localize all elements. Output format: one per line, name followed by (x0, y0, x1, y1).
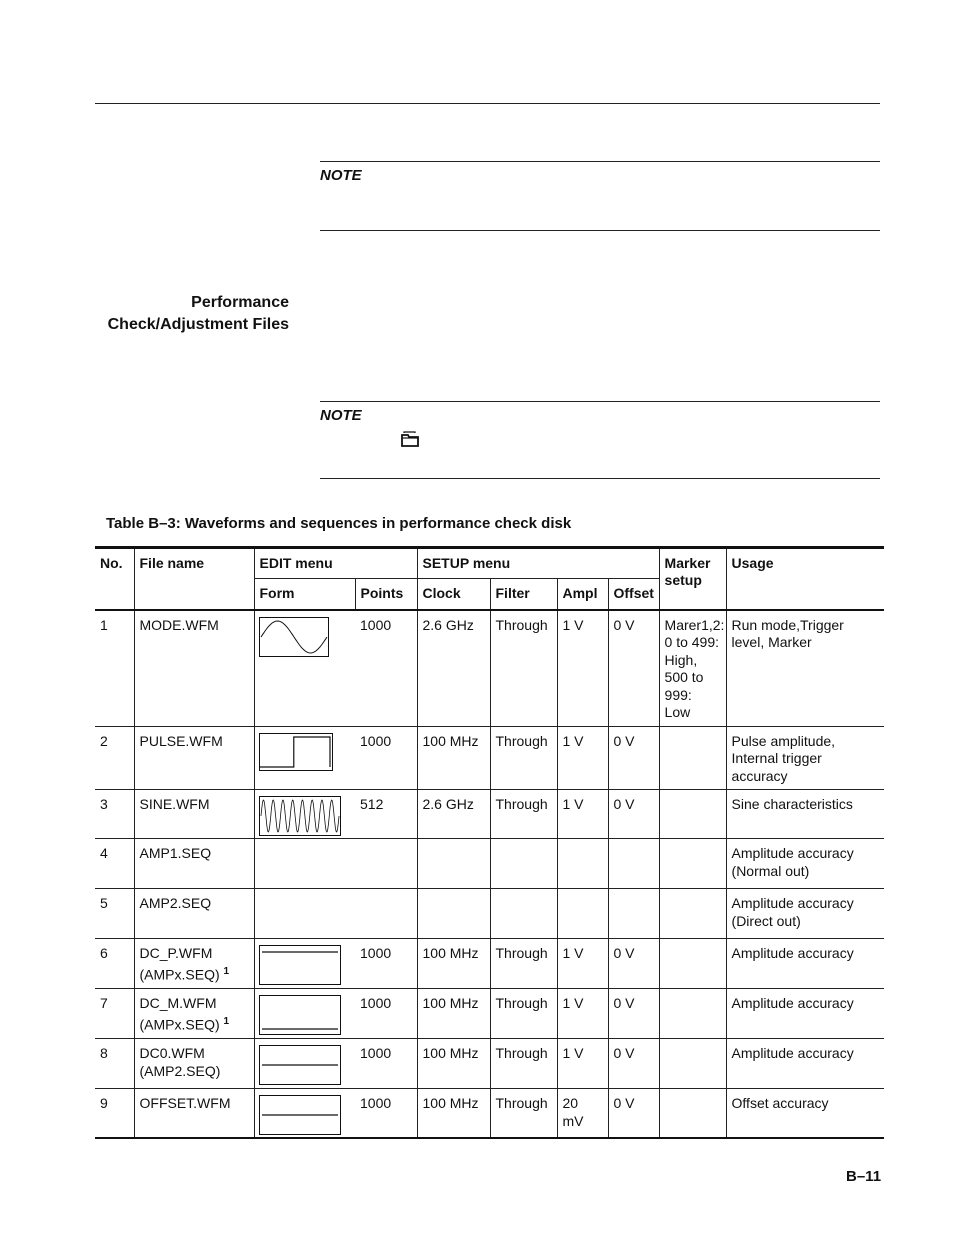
cell-clock: 2.6 GHz (417, 610, 490, 727)
cell-marker-setup (659, 939, 726, 989)
file-name-seq (140, 1063, 249, 1081)
cell-points: 1000 (355, 939, 417, 989)
cell-file-name (134, 610, 254, 727)
file-name: OFFSET.WFM (139, 1095, 231, 1111)
waveform-thumbnail (259, 995, 341, 1035)
cell-ampl (557, 889, 608, 939)
file-name-seq (140, 1013, 249, 1034)
cell-form (254, 1039, 355, 1089)
cell-offset (608, 889, 659, 939)
cell-usage: Amplitude accuracy (726, 939, 884, 989)
cell-no: 5 (95, 889, 134, 939)
cell-points: 1000 (355, 610, 417, 727)
header-file-name: File name (134, 548, 254, 610)
cell-ampl: 1 V (557, 610, 608, 727)
cell-no: 6 (95, 939, 134, 989)
cell-clock: 100 MHz (417, 989, 490, 1039)
note-rule-top-1 (320, 161, 880, 162)
cell-clock: 100 MHz (417, 939, 490, 989)
cell-offset (608, 839, 659, 889)
note-rule-top-2 (320, 401, 880, 402)
cell-form (254, 610, 355, 727)
cell-file-name (134, 790, 254, 839)
file-name: AMP2.SEQ (139, 895, 212, 911)
cell-clock: 100 MHz (417, 1039, 490, 1089)
cell-offset: 0 V (608, 939, 659, 989)
cell-usage: Sine characteristics (726, 790, 884, 839)
note-rule-bottom-1 (320, 230, 880, 231)
waveform-thumbnail (259, 733, 333, 771)
cell-file-name (134, 889, 254, 939)
cell-offset: 0 V (608, 1039, 659, 1089)
cell-offset: 0 V (608, 790, 659, 839)
table-row (95, 610, 884, 727)
cell-ampl: 1 V (557, 939, 608, 989)
file-name: DC_P.WFM (139, 945, 213, 961)
cell-ampl (557, 839, 608, 889)
file-seq: (AMPx.SEQ) (139, 966, 220, 983)
table-row (95, 1039, 884, 1089)
cell-form (254, 989, 355, 1039)
cell-file-name (134, 1039, 254, 1089)
cell-usage: Amplitude accuracy (Direct out) (726, 889, 884, 939)
table-row (95, 726, 884, 790)
note-label-2: NOTE (320, 407, 362, 424)
cell-filter: Through (490, 1039, 557, 1089)
cell-points: 1000 (355, 989, 417, 1039)
cell-usage: Pulse amplitude, Internal trigger accuracy (726, 726, 884, 790)
header-points: Points (355, 579, 417, 610)
file-name: PULSE.WFM (139, 732, 223, 749)
file-seq: (AMP2.SEQ) (139, 1062, 221, 1079)
footnote-marker: 1 (223, 965, 230, 977)
cell-usage: Run mode,Trigger level, Marker (726, 610, 884, 727)
cell-no: 2 (95, 726, 134, 790)
section-heading-line-2: Check/Adjustment Files (107, 316, 289, 333)
file-name-seq (140, 963, 249, 984)
cell-no: 7 (95, 989, 134, 1039)
cell-file-name (134, 1089, 254, 1139)
file-name: SINE.WFM (139, 796, 210, 812)
cell-filter: Through (490, 1089, 557, 1139)
file-name: MODE.WFM (139, 616, 219, 633)
cell-points: 512 (355, 790, 417, 839)
cell-filter: Through (490, 790, 557, 839)
cell-marker-setup (659, 839, 726, 889)
cell-ampl: 1 V (557, 790, 608, 839)
header-edit-menu: EDIT menu (254, 548, 417, 579)
header-offset: Offset (608, 579, 659, 610)
cell-offset: 0 V (608, 989, 659, 1039)
header-ampl: Ampl (557, 579, 608, 610)
cell-points: 1000 (355, 1089, 417, 1139)
table-row (95, 939, 884, 989)
note-label-1: NOTE (320, 167, 362, 184)
footnote-marker: 1 (223, 1015, 230, 1027)
table-row (95, 1089, 884, 1139)
header-marker-setup: Marker setup (659, 548, 726, 610)
table-row (95, 889, 884, 939)
cell-file-name (134, 726, 254, 790)
cell-marker-setup (659, 1039, 726, 1089)
file-name: DC0.WFM (139, 1045, 205, 1061)
cell-form (254, 939, 355, 989)
header-usage: Usage (726, 548, 884, 610)
file-name: DC_M.WFM (139, 995, 217, 1011)
table-row (95, 839, 884, 889)
cell-no: 1 (95, 610, 134, 727)
cell-marker-setup: Marer1,2: 0 to 499: High, 500 to 999: Low (659, 610, 726, 727)
cell-file-name (134, 989, 254, 1039)
cell-clock (417, 889, 490, 939)
waveform-thumbnail (259, 796, 341, 836)
folder-icon (401, 431, 419, 447)
cell-form (254, 1089, 355, 1139)
cell-ampl: 20 mV (557, 1089, 608, 1139)
cell-no: 4 (95, 839, 134, 889)
cell-marker-setup (659, 790, 726, 839)
table-caption: Table B–3: Waveforms and sequences in performance check disk (106, 515, 572, 532)
cell-points: 1000 (355, 726, 417, 790)
cell-form (254, 726, 355, 790)
cell-marker-setup (659, 726, 726, 790)
cell-marker-setup (659, 989, 726, 1039)
waveform-thumbnail (259, 1095, 341, 1135)
cell-filter (490, 889, 557, 939)
header-filter: Filter (490, 579, 557, 610)
cell-clock: 100 MHz (417, 726, 490, 790)
cell-usage: Amplitude accuracy (Normal out) (726, 839, 884, 889)
cell-file-name (134, 939, 254, 989)
cell-clock: 2.6 GHz (417, 790, 490, 839)
page-number: B–11 (846, 1168, 882, 1185)
cell-no: 3 (95, 790, 134, 839)
cell-file-name (134, 839, 254, 889)
cell-filter: Through (490, 726, 557, 790)
cell-marker-setup (659, 1089, 726, 1139)
cell-marker-setup (659, 889, 726, 939)
cell-no: 8 (95, 1039, 134, 1089)
waveforms-table (95, 546, 884, 1139)
waveform-thumbnail (259, 1045, 341, 1085)
table-row (95, 790, 884, 839)
cell-ampl: 1 V (557, 1039, 608, 1089)
header-no: No. (95, 548, 134, 610)
cell-filter: Through (490, 610, 557, 727)
cell-offset: 0 V (608, 1089, 659, 1139)
cell-form (254, 839, 355, 889)
note-rule-bottom-2 (320, 478, 880, 479)
cell-form (254, 790, 355, 839)
cell-form (254, 889, 355, 939)
section-heading (108, 292, 289, 336)
cell-ampl: 1 V (557, 726, 608, 790)
cell-points (355, 839, 417, 889)
cell-usage: Amplitude accuracy (726, 1039, 884, 1089)
file-name: AMP1.SEQ (139, 845, 212, 861)
cell-offset: 0 V (608, 726, 659, 790)
waveform-thumbnail (259, 617, 329, 657)
table-row (95, 989, 884, 1039)
header-setup-menu: SETUP menu (417, 548, 659, 579)
cell-points: 1000 (355, 1039, 417, 1089)
cell-filter (490, 839, 557, 889)
cell-usage: Offset accuracy (726, 1089, 884, 1139)
top-rule (95, 103, 880, 104)
cell-points (355, 889, 417, 939)
cell-no: 9 (95, 1089, 134, 1139)
cell-filter: Through (490, 939, 557, 989)
section-heading-line-1: Performance (191, 294, 289, 311)
cell-clock: 100 MHz (417, 1089, 490, 1139)
cell-ampl: 1 V (557, 989, 608, 1039)
header-form: Form (254, 579, 355, 610)
header-clock: Clock (417, 579, 490, 610)
cell-filter: Through (490, 989, 557, 1039)
cell-offset: 0 V (608, 610, 659, 727)
cell-usage: Amplitude accuracy (726, 989, 884, 1039)
cell-clock (417, 839, 490, 889)
waveform-thumbnail (259, 945, 341, 985)
file-seq: (AMPx.SEQ) (139, 1016, 220, 1033)
